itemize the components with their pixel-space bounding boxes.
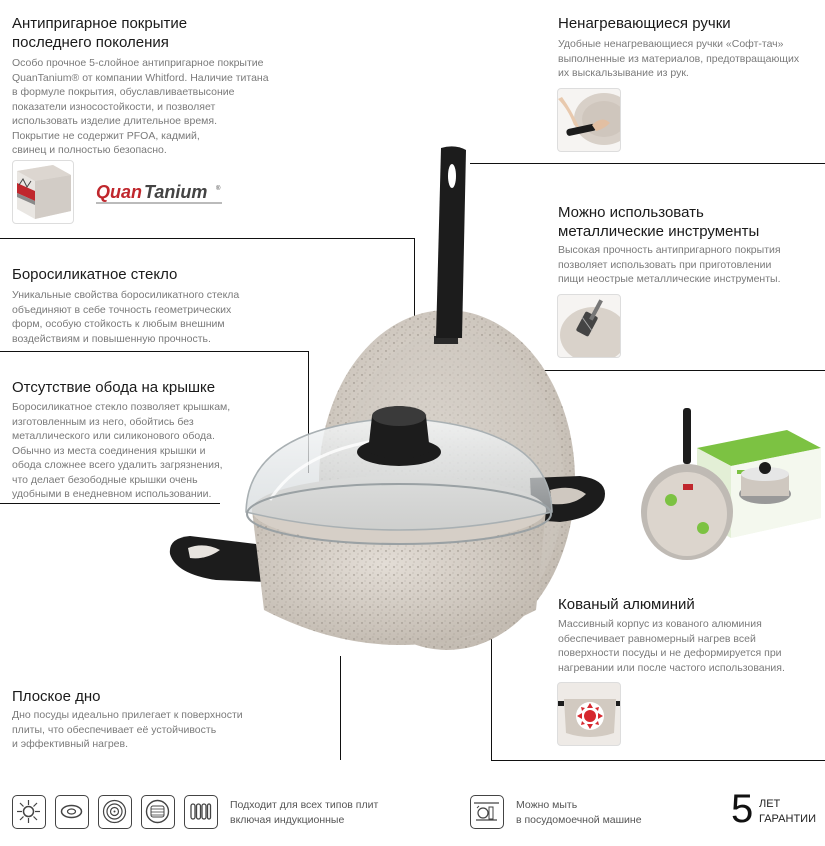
- svg-text:Tanium: Tanium: [144, 182, 208, 202]
- halogen-stove-icon: [184, 795, 218, 829]
- dishwasher-icon: [470, 795, 504, 829]
- flat-bottom-title: Плоское дно: [12, 688, 101, 705]
- glass-title: Боросиликатное стекло: [12, 266, 178, 283]
- no-rim-title: Отсутствие обода на крышке: [12, 379, 216, 396]
- no-rim-text: Боросиликатное стекло позволяет крышкам, изготовленным из него, обойтись без металлического или силиконового обода. Обычно из места соединения крышки и обода сложнее всего удалить загрязнения, что делает безободные крышки очень удобными в енедневном использовании.: [12, 401, 231, 500]
- svg-text:®: ®: [216, 186, 221, 192]
- product-box-image: [637, 408, 823, 566]
- induction-stove-icon: [98, 795, 132, 829]
- stoves-compat-text: Подходит для всех типов плит включая индукционные: [230, 799, 379, 826]
- aluminium-text: Массивный корпус из кованого алюминия обеспечивает равномерный нагрев всей поверхности посуды и не деформируется при нагревании или после частого использования.: [558, 618, 785, 674]
- electric-stove-icon: [55, 795, 89, 829]
- heat-distribution-image: [557, 682, 621, 746]
- handles-text: Удобные ненагревающиеся ручки «Софт-тач» выполненные из материалов, предотвращающих их выскальзывание из рук.: [558, 38, 800, 79]
- dishwasher-text: Можно мыть в посудомоечной машине: [516, 799, 642, 826]
- handles-title: Ненагревающиеся ручки: [558, 15, 731, 32]
- metal-tools-title: Можно использовать металлические инструменты: [558, 204, 760, 240]
- ceramic-stove-icon: [141, 795, 175, 829]
- warranty-text: ЛЕТ ГАРАНТИИ: [759, 798, 816, 825]
- connector-line: [340, 656, 341, 760]
- aluminium-title: Кованый алюминий: [558, 596, 695, 613]
- metal-tools-text: Высокая прочность антипригарного покрытия позволяет использовать при приготовлении пищи неострые металлические инструменты.: [558, 244, 781, 285]
- flat-bottom-text: Дно посуды идеально прилегает к поверхности плиты, что обеспечивает её устойчивость и эффективный нагрев.: [12, 709, 243, 750]
- cookware-illustration: [160, 140, 620, 660]
- gas-stove-icon: [12, 795, 46, 829]
- connector-line: [491, 760, 825, 761]
- warranty-number: 5: [731, 787, 754, 831]
- coating-title: Антипригарное покрытие последнего поколения: [12, 15, 188, 51]
- glass-text: Уникальные свойства боросиликатного стекла объединяют в себе точность геометрических форм, особую стойкость к любым внешним воздействиям и повышенную прочность.: [12, 289, 240, 345]
- svg-text:Quan: Quan: [96, 182, 143, 202]
- coating-layers-image: [12, 160, 74, 224]
- coating-text: Особо прочное 5-слойное антипригарное покрытие QuanTanium® от компании Whitford. Наличие титана в формуле покрытия, обуславливаетвысоние показатели износостойкости, и позволяет использовать изделие длительное время. Покрытие не содержит PFOA, кадмий, свинец и полностью безопасно.: [12, 57, 269, 156]
